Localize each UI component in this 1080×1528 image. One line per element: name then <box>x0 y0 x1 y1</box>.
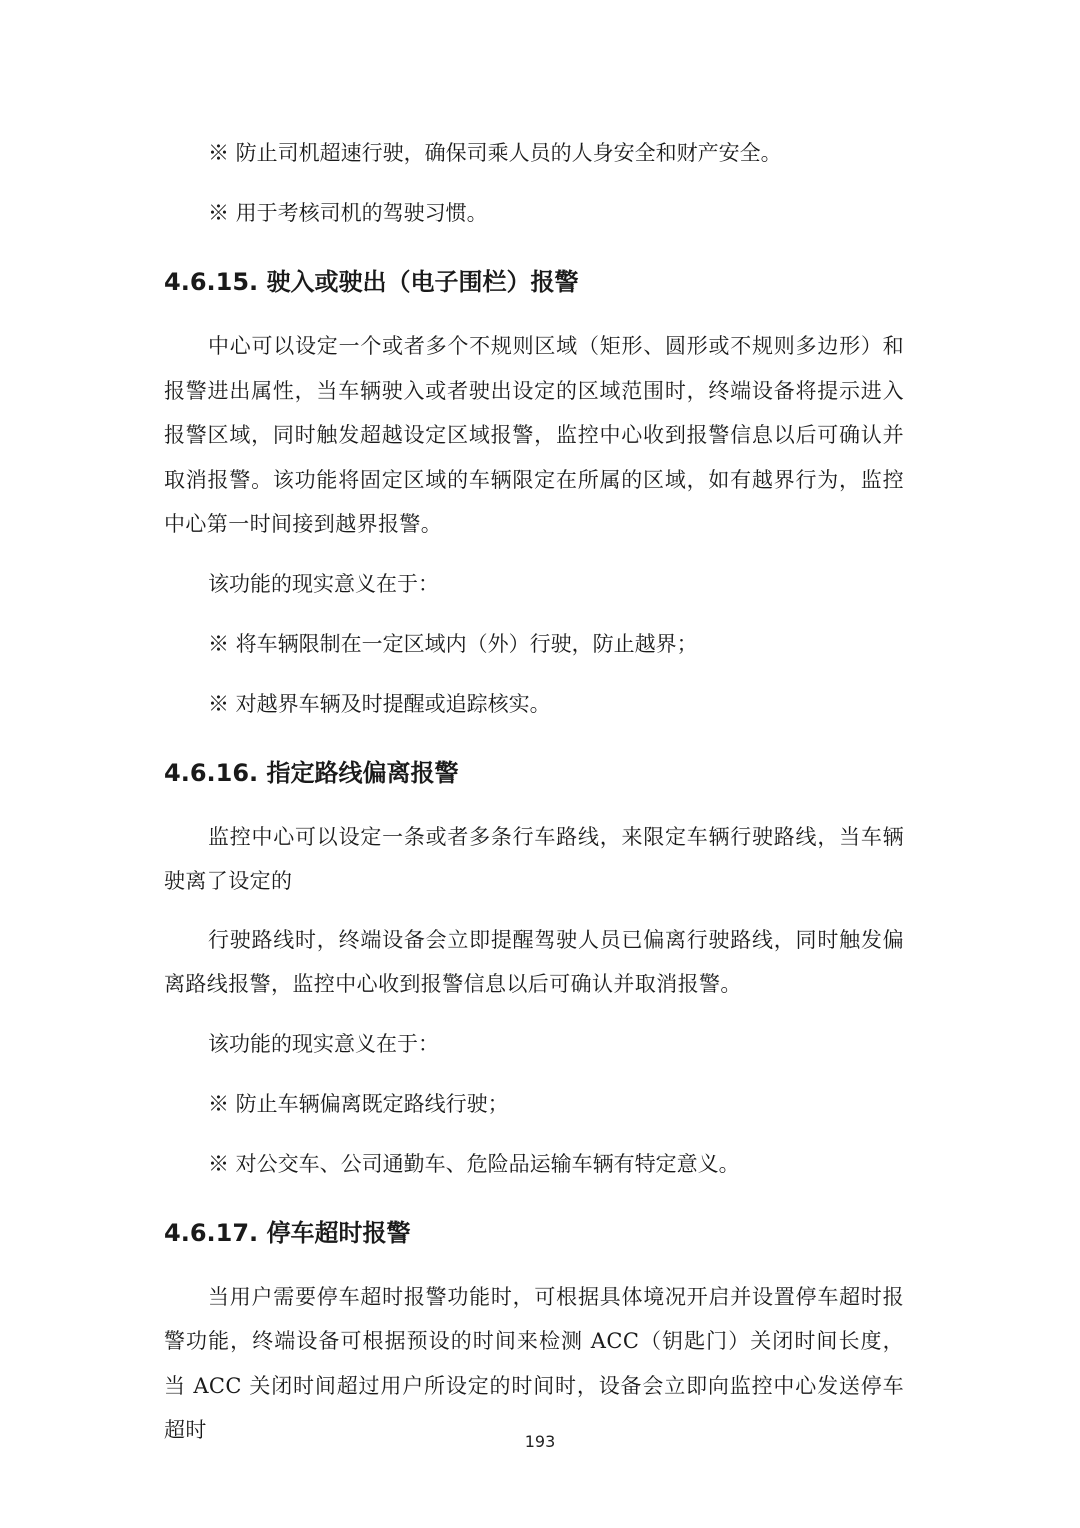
bullet-item: ※ 用于考核司机的驾驶习惯。 <box>208 201 488 225</box>
page-number: 193 <box>524 1432 556 1451</box>
paragraph: 监控中心可以设定一条或者多条行车路线，来限定车辆行驶路线，当车辆驶离了设定的 <box>164 824 904 893</box>
section-heading-4-6-16: 4.6.16. 指定路线偏离报警 <box>164 758 459 787</box>
bullet-item: ※ 防止车辆偏离既定路线行驶； <box>208 1091 509 1116</box>
paragraph: 当用户需要停车超时报警功能时，可根据具体境况开启并设置停车超时报警功能，终端设备可根据预设的时间来检测 ACC（钥匙门）关闭时间长度，当 ACC 关闭时间超过用户所设定的时间时，设备会立即向监控中心发送停车超时 <box>164 1284 904 1442</box>
bullet-item: ※ 对公交车、公司通勤车、危险品运输车辆有特定意义。 <box>208 1151 740 1176</box>
bullet-item: ※ 将车辆限制在一定区域内（外）行驶，防止越界； <box>208 631 698 656</box>
paragraph: 中心可以设定一个或者多个不规则区域（矩形、圆形或不规则多边形）和报警进出属性，当车辆驶入或者驶出设定的区域范围时，终端设备将提示进入报警区域，同时触发超越设定区域报警，监控中心收到报警信息以后可确认并取消报警。该功能将固定区域的车辆限定在所属的区域，如有越界行为，监控中心第一时间接到越界报警。 <box>164 334 904 536</box>
page-content <box>164 130 904 1467</box>
paragraph: 行驶路线时，终端设备会立即提醒驾驶人员已偏离行驶路线，同时触发偏离路线报警，监控中心收到报警信息以后可确认并取消报警。 <box>164 927 904 996</box>
intro-line: 该功能的现实意义在于： <box>208 1031 439 1056</box>
section-heading-4-6-15: 4.6.15. 驶入或驶出（电子围栏）报警 <box>164 268 579 296</box>
section-heading-4-6-17: 4.6.17. 停车超时报警 <box>164 1218 411 1247</box>
bullet-item: ※ 对越界车辆及时提醒或追踪核实。 <box>208 691 551 716</box>
bullet-item: ※ 防止司机超速行驶，确保司乘人员的人身安全和财产安全。 <box>208 141 782 165</box>
intro-line: 该功能的现实意义在于： <box>208 571 439 596</box>
